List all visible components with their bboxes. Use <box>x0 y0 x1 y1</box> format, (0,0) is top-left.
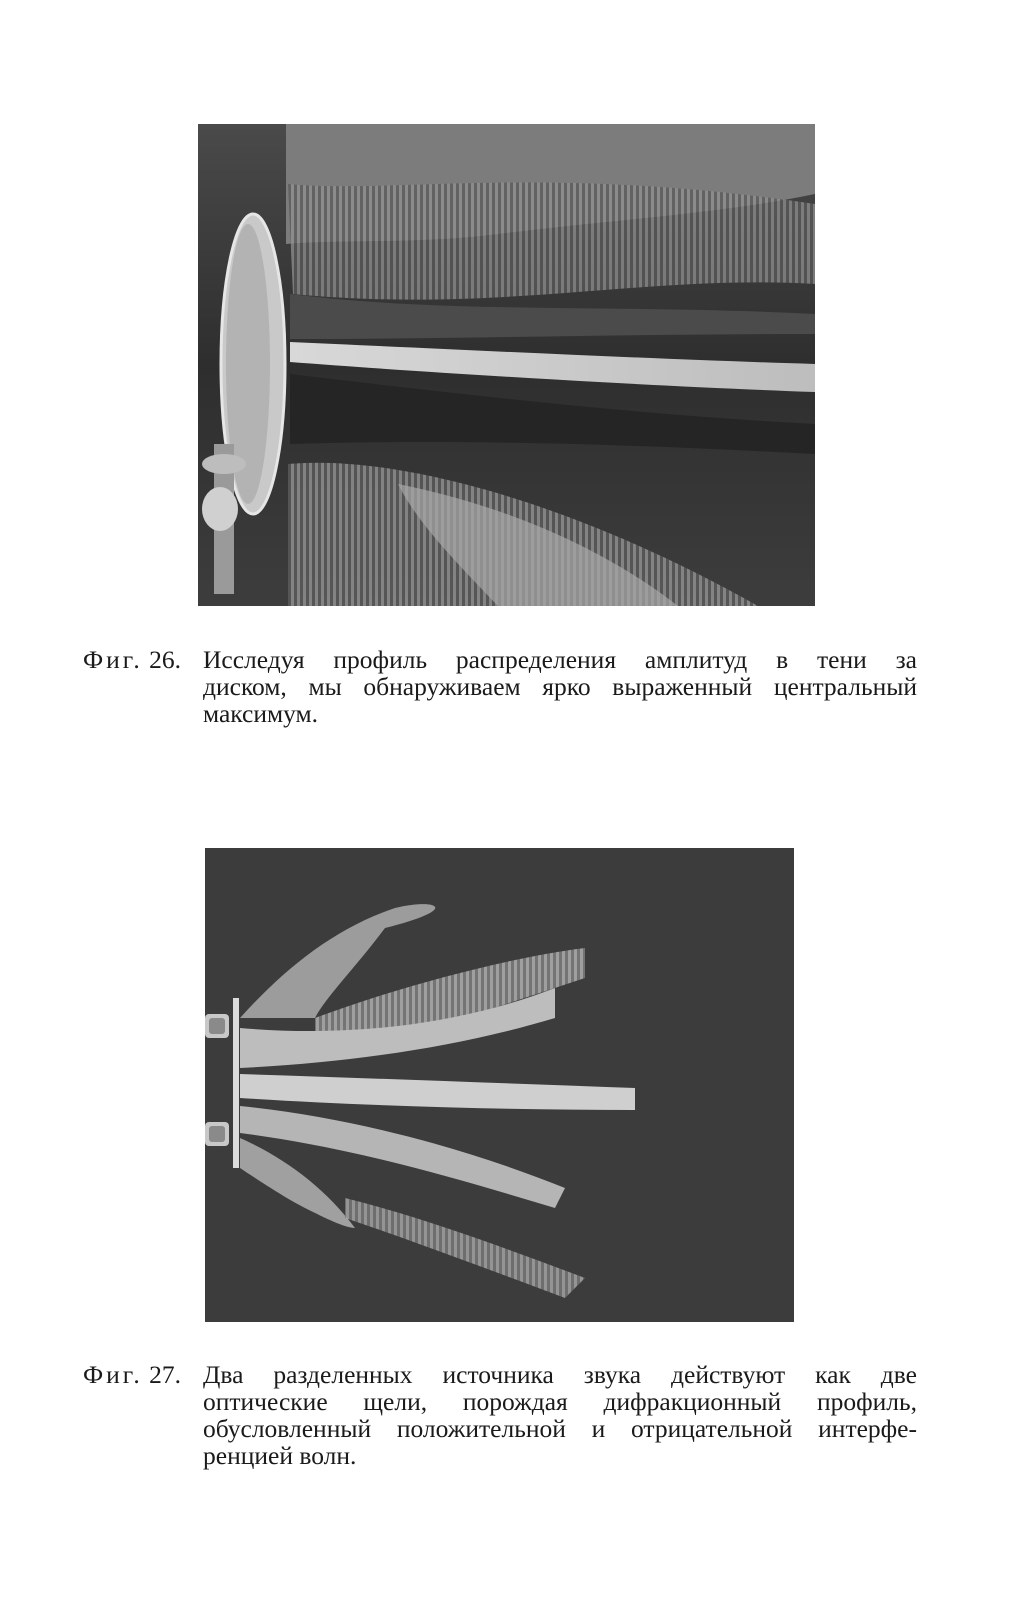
figure-27-caption-line: ренцией волн. <box>203 1441 357 1470</box>
figure-26-caption <box>83 646 917 736</box>
figure-27-caption-line: оптические щели, порождая дифракционный профиль, <box>203 1387 917 1416</box>
figure-26-label-word: Фиг. <box>83 645 143 674</box>
figure-26-label <box>83 646 181 673</box>
disk-shadow-diffraction-photo <box>198 124 815 606</box>
figure-27-caption <box>83 1361 917 1471</box>
figure-26-caption-line: диском, мы обнаруживаем ярко выраженный центральный <box>203 672 917 701</box>
figure-26-caption-line: максимум. <box>203 699 319 728</box>
figure-27-label-number: 27. <box>149 1360 182 1389</box>
figure-26-photo <box>198 124 815 606</box>
figure-27-caption-line: обусловленный положительной и отрицательной интерфе- <box>203 1414 917 1443</box>
figure-27-label-word: Фиг. <box>83 1360 143 1389</box>
figure-26-caption-line: Исследуя профиль распределения амплитуд в тени за <box>203 645 917 674</box>
figure-27-caption-text <box>203 1361 917 1469</box>
figure-27-label <box>83 1361 181 1388</box>
figure-27-photo <box>205 848 794 1322</box>
figure-26-caption-text <box>203 646 917 727</box>
figure-26-label-number: 26. <box>149 645 182 674</box>
two-source-interference-photo <box>205 848 794 1322</box>
figure-27-caption-line: Два разделенных источника звука действуют как две <box>203 1360 917 1389</box>
